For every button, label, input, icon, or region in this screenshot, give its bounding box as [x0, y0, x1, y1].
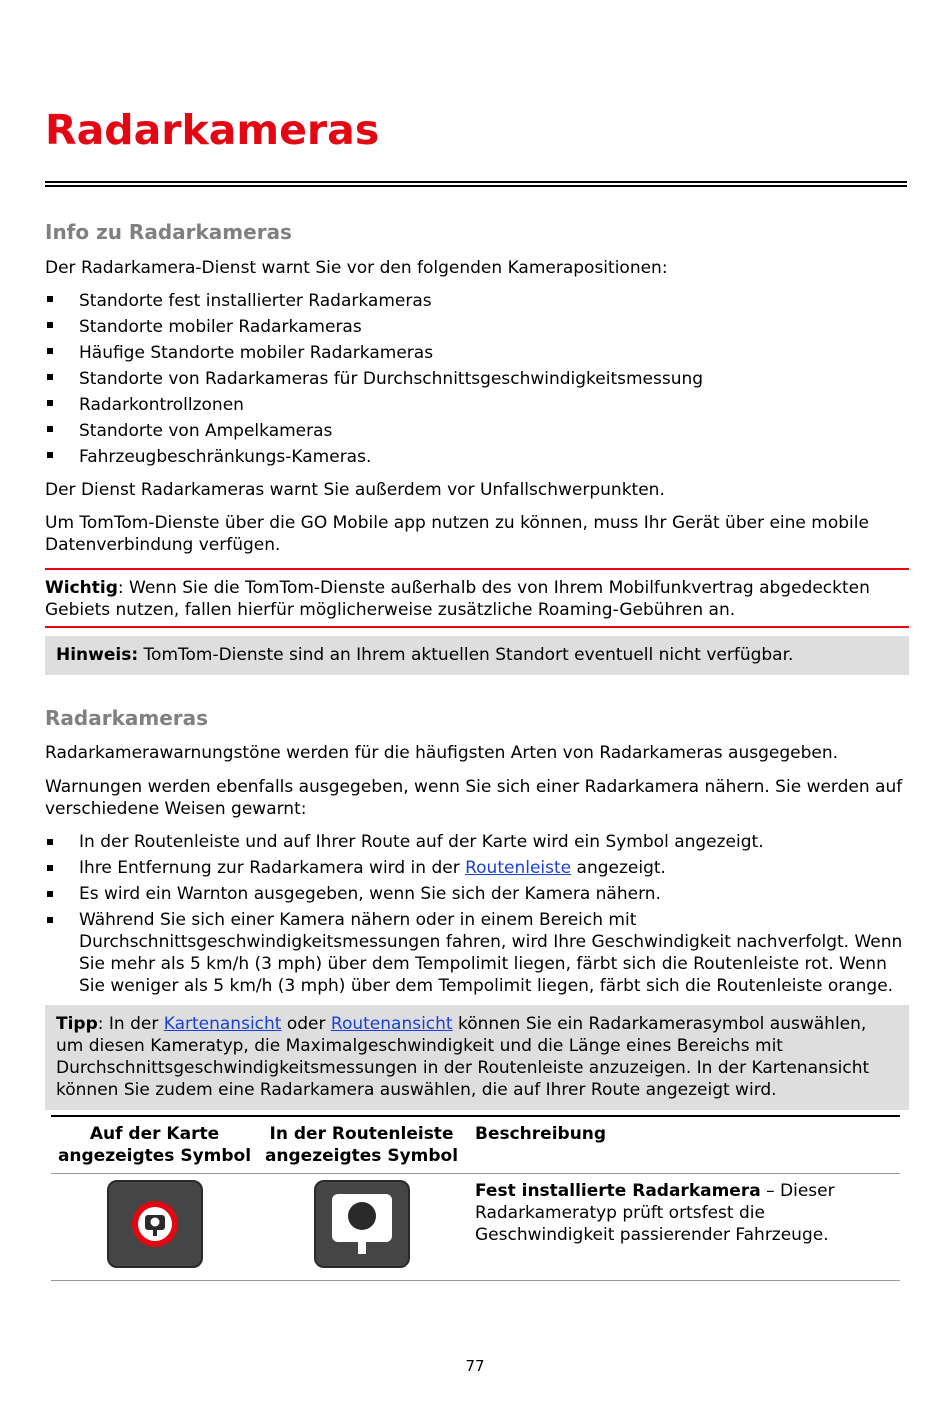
list-item — [45, 857, 907, 879]
warnings-paragraph: Warnungen werden ebenfalls ausgegeben, wenn Sie sich einer Radarkamera nähern. Sie werden auf verschiedene Weisen gewarnt: — [45, 777, 903, 819]
important-text: : Wenn Sie die TomTom-Dienste außerhalb des von Ihrem Mobilfunkvertrag abgedeckten Gebiets nutzen, fallen hierfür möglicherweise zusätzliche Roaming-Gebühren an. — [45, 578, 870, 620]
important-label: Wichtig — [45, 578, 118, 598]
list-item: Häufige Standorte mobiler Radarkameras — [45, 340, 907, 366]
list-item: In der Routenleiste und auf Ihrer Route auf der Karte wird ein Symbol angezeigt. — [45, 831, 907, 853]
kartenansicht-link[interactable]: Kartenansicht — [163, 1014, 282, 1034]
routebar-symbol-cell — [258, 1174, 465, 1281]
tones-paragraph: Radarkamerawarnungstöne werden für die häufigsten Arten von Radarkameras ausgegeben. — [45, 743, 839, 763]
camera-symbol-table — [51, 1115, 900, 1281]
mobile-data-paragraph: Um TomTom-Dienste über die GO Mobile app nutzen zu können, muss Ihr Gerät über eine mobile Datenverbindung verfügen. — [45, 513, 869, 555]
important-box — [45, 568, 909, 628]
column-header-map-symbol: Auf der Karte angezeigtes Symbol — [57, 1124, 252, 1166]
list-item: Radarkontrollzonen — [45, 392, 907, 418]
column-header-routebar-symbol: In der Routenleiste angezeigtes Symbol — [264, 1124, 459, 1166]
tip-box — [45, 1005, 909, 1110]
routenansicht-link[interactable]: Routenansicht — [330, 1014, 453, 1034]
list-item: Fahrzeugbeschränkungs-Kameras. — [45, 444, 907, 470]
list-item: Standorte fest installierter Radarkameras — [45, 288, 907, 314]
page-number: 77 — [465, 1357, 485, 1375]
table-row — [51, 1174, 900, 1281]
section-heading-radar: Radarkameras — [45, 706, 209, 730]
camera-type-description: – Dieser Radarkameratyp prüft ortsfest die Geschwindigkeit passierender Fahrzeuge. — [475, 1181, 835, 1245]
fixed-speed-camera-map-icon — [107, 1180, 203, 1268]
list-item: Während Sie sich einer Kamera nähern oder in einem Bereich mit Durchschnittsgeschwindigkeitsmessungen fahren, wird Ihre Geschwindigkeit nachverfolgt. Wenn Sie mehr als 5 km/h (3 mph) über dem Tempolimit liegen, färbt sich die Routenleiste rot. Wenn Sie weniger als 5 km/h (3 mph) über dem Tempolimit liegen, färbt sich die Routenleiste orange. — [45, 909, 907, 997]
tip-text: : In der — [97, 1014, 164, 1034]
tip-text: können Sie ein Radarkamerasymbol auswählen, um diesen Kameratyp, die Maximalgeschwindigkeit und die Länge eines Bereichs mit Durchschnittsgeschwindigkeitsmessungen in der Routenleiste anzuzeigen. In der Kartenansicht können Sie zudem eine Radarkamera auswählen, die auf Ihrer Route angezeigt wird. — [56, 1014, 870, 1100]
camera-type-name: Fest installierte Radarkamera — [475, 1181, 761, 1201]
list-item: Standorte von Ampelkameras — [45, 418, 907, 444]
title-divider — [45, 181, 907, 187]
map-symbol-cell — [51, 1174, 258, 1281]
list-item-text: angezeigt. — [571, 858, 666, 878]
section-heading-info: Info zu Radarkameras — [45, 220, 292, 244]
note-box — [45, 636, 909, 675]
warning-methods-list — [45, 831, 907, 1001]
fixed-speed-camera-routebar-icon — [314, 1180, 410, 1268]
routenleiste-link[interactable]: Routenleiste — [465, 858, 572, 878]
list-item: Standorte von Radarkameras für Durchschnittsgeschwindigkeitsmessung — [45, 366, 907, 392]
accident-paragraph: Der Dienst Radarkameras warnt Sie außerdem vor Unfallschwerpunkten. — [45, 480, 665, 500]
page-title: Radarkameras — [45, 106, 380, 154]
table-header-row — [51, 1116, 900, 1174]
list-item: Es wird ein Warnton ausgegeben, wenn Sie sich der Kamera nähern. — [45, 883, 907, 905]
camera-types-list — [45, 288, 907, 470]
column-header-description: Beschreibung — [475, 1124, 607, 1144]
note-label: Hinweis: — [56, 645, 139, 665]
description-cell — [465, 1174, 900, 1281]
tip-label: Tipp — [56, 1014, 98, 1034]
note-text: TomTom-Dienste sind an Ihrem aktuellen Standort eventuell nicht verfügbar. — [138, 645, 794, 665]
intro-paragraph: Der Radarkamera-Dienst warnt Sie vor den folgenden Kamerapositionen: — [45, 258, 668, 278]
list-item: Standorte mobiler Radarkameras — [45, 314, 907, 340]
tip-text: oder — [281, 1014, 331, 1034]
list-item-text: Ihre Entfernung zur Radarkamera wird in der — [79, 858, 466, 878]
